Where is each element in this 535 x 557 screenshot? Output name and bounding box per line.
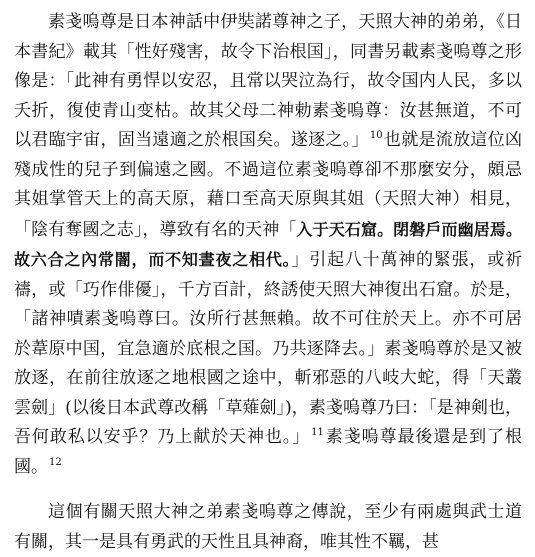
footnote-ref-12[interactable]: 12: [49, 456, 62, 468]
paragraph-1: [14, 8, 522, 482]
paragraph-1-text-3: 」引起八十萬神的緊張，或祈禱，或「巧作俳優」，千方百計，終誘使天照大神復出石窟。於是，「諸神嘖素戔嗚尊曰。汝所行甚無賴。故不可住於天上。亦不可居於葦原中国，宜急適於底根之国。乃共逐降去。」素戔嗚尊於是又被放逐，在前往放逐之地根國之途中，斬邪惡的八岐大蛇，得「天叢雲劍」(以後日本武尊改稱「草薙劍」)，素戔嗚尊乃曰：「是神剣也，吾何敢私以安乎？乃上献於天神也。」: [14, 250, 522, 447]
document-page: [14, 8, 522, 557]
paragraph-1-text-1: 素戔嗚尊是日本神話中伊奘諾尊神之子，天照大神的弟弟，《日本書紀》載其「性好殘害，故令下治根国」，同書另載素戔嗚尊之形像是：「此神有勇悍以安忍，且常以哭泣為行，故令国内人民，多以夭折，復使青山变枯。故其父母二神勅素戔嗚尊：汝甚無道，不可以君臨宇宙，固当遠適之於根国矣。遂逐之。」: [14, 12, 522, 150]
paragraph-1-text-4: 素戔嗚尊最後還是到了根國。: [14, 427, 523, 477]
paragraph-1-bold-quote: 入于天石窟。閉磐戶而幽居焉。故六合之內常闇，而不知晝夜之相代。: [14, 219, 522, 269]
footnote-ref-11[interactable]: 11: [311, 427, 324, 439]
paragraph-2: [14, 498, 522, 557]
paragraph-1-text-2: 也就是流放這位凶殘成性的兒子到偏遠之國。不過這位素戔嗚尊卻不那麼安分，頗忌其姐掌管天上的高天原，藉口至高天原與其姐（天照大神）相見，「陰有奪國之志」，導致有名的天神「: [14, 130, 523, 240]
footnote-ref-10[interactable]: 10: [369, 130, 383, 142]
paragraph-2-text-1: 這個有關天照大神之弟素戔嗚尊之傳說，至少有兩處與武士道有關，其一是具有勇武的天性且具神裔，唯其性不羈，甚: [14, 502, 522, 552]
